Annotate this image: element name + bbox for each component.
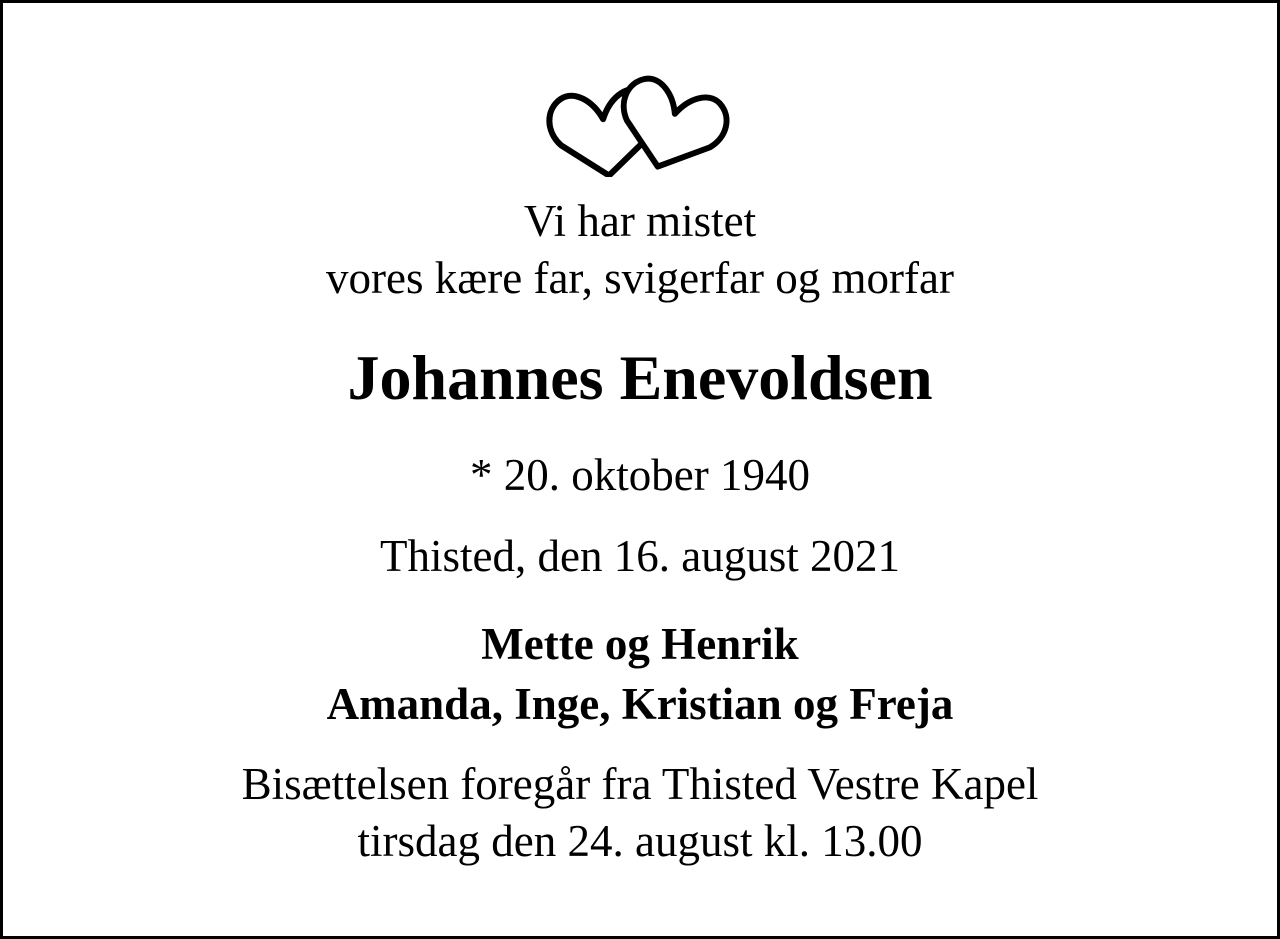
intro-line-1: Vi har mistet: [523, 196, 757, 246]
place-and-date: Thisted, den 16. august 2021: [380, 531, 900, 581]
intro-text: [3, 193, 1277, 307]
relatives-names: [3, 614, 1277, 734]
ceremony-line-1: Bisættelsen foregår fra Thisted Vestre Kapel: [241, 759, 1039, 809]
deceased-name: Johannes Enevoldsen: [347, 342, 933, 413]
relatives-line-2: Amanda, Inge, Kristian og Freja: [326, 679, 954, 729]
birth-date: * 20. oktober 1940: [470, 450, 810, 500]
relatives-line-1: Mette og Henrik: [481, 619, 799, 669]
intro-line-2: vores kære far, svigerfar og morfar: [326, 253, 954, 303]
ceremony-line-2: tirsdag den 24. august kl. 13.00: [357, 816, 923, 866]
ceremony-info: [3, 756, 1277, 870]
two-hearts-icon: [543, 65, 738, 177]
